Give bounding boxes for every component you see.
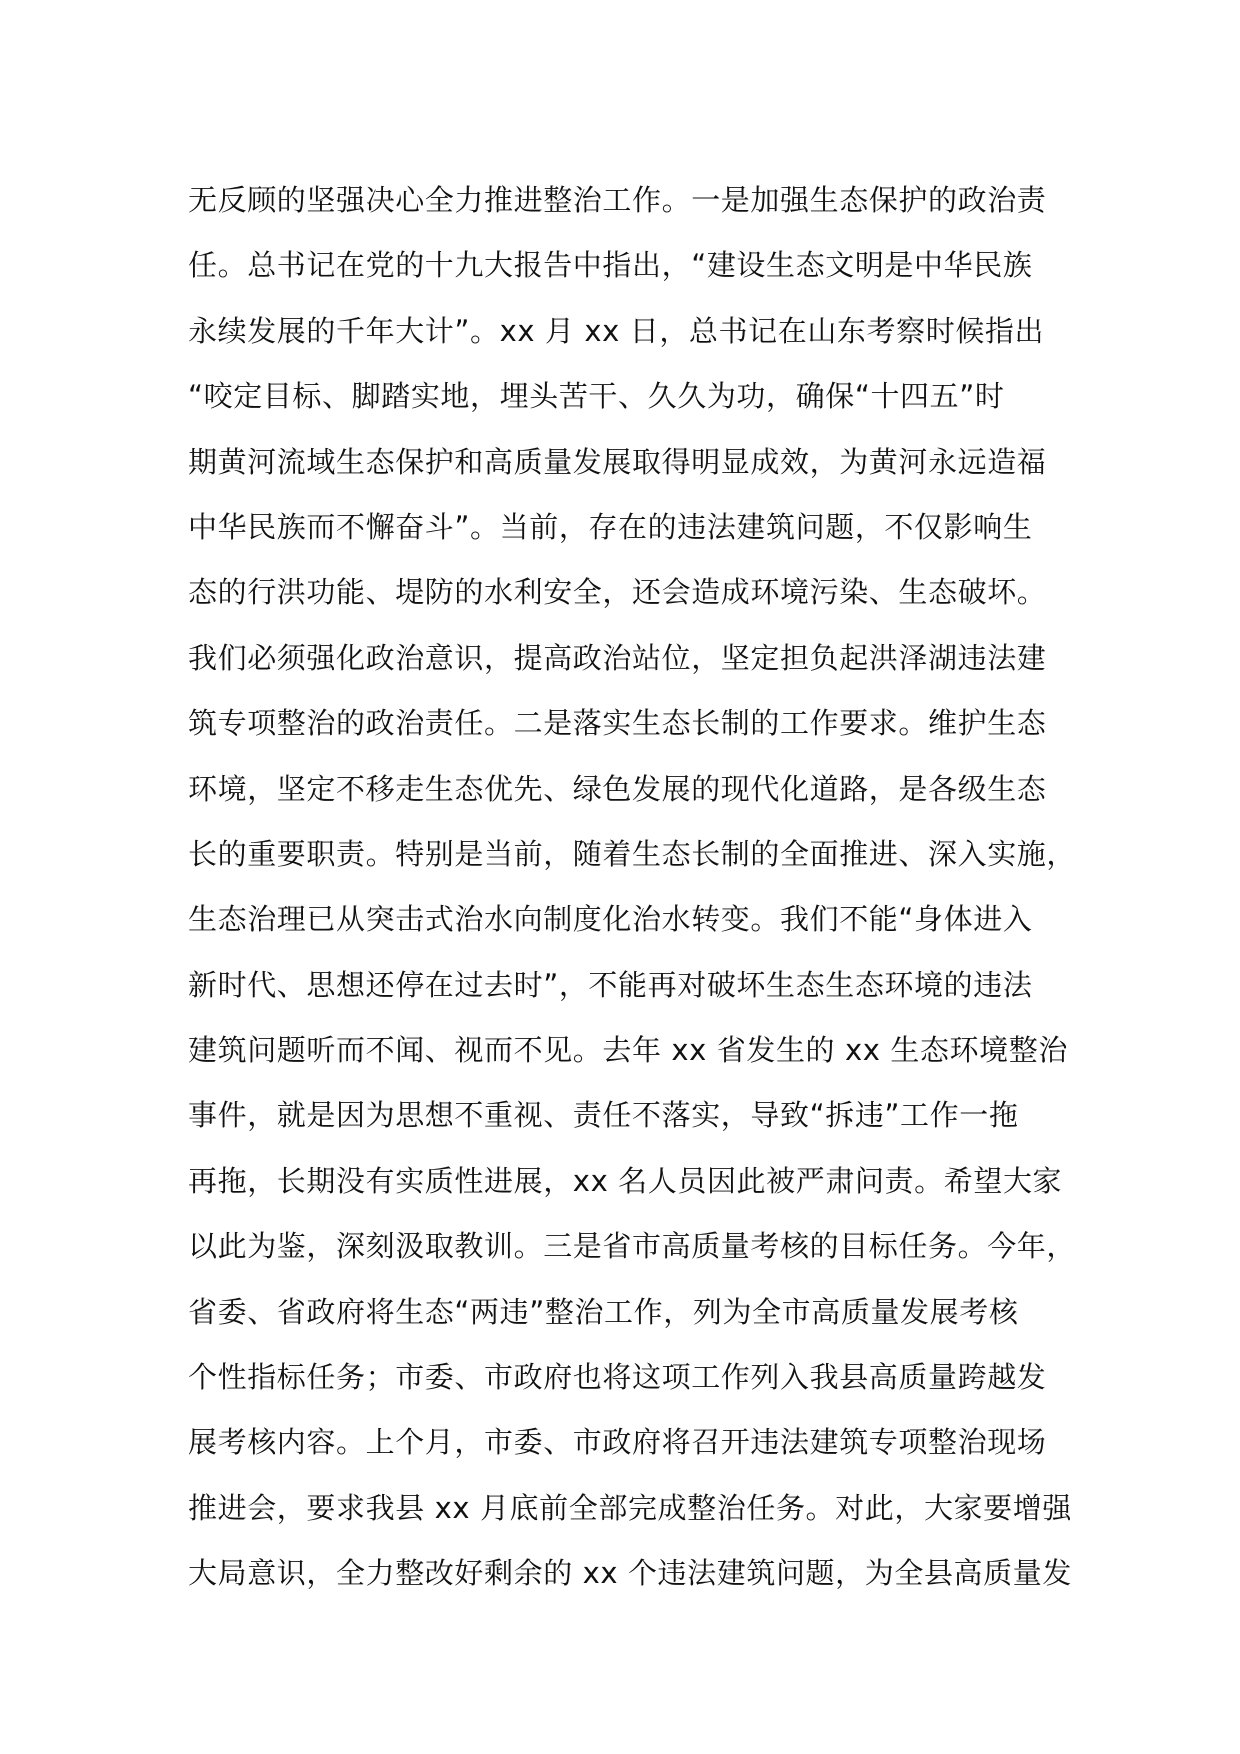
text-line: 任。总书记在党的十九大报告中指出，“建设生态文明是中华民族 (188, 248, 1033, 283)
text-line: 我们必须强化政治意识，提高政治站位，坚定担负起洪泽湖违法建 (188, 640, 1047, 675)
text-line: 态的行洪功能、堤防的水利安全，还会造成环境污染、生态破坏。 (188, 575, 1047, 610)
text-line: 中华民族而不懈奋斗”。当前，存在的违法建筑问题，不仅影响生 (188, 509, 1033, 544)
text-line: 以此为鉴，深刻汲取教训。三是省市高质量考核的目标任务。今年， (188, 1229, 1077, 1264)
text-line: 再拖，长期没有实质性进展，xx 名人员因此被严肃问责。希望大家 (188, 1163, 1063, 1198)
text-line: 生态治理已从突击式治水向制度化治水转变。我们不能“身体进入 (188, 902, 1033, 937)
text-line: 省委、省政府将生态“两违”整治工作，列为全市高质量发展考核 (188, 1294, 1019, 1329)
text-line: 筑专项整治的政治责任。二是落实生态长制的工作要求。维护生态 (188, 706, 1047, 741)
text-line: 永续发展的千年大计”。xx 月 xx 日，总书记在山东考察时候指出 (188, 313, 1045, 348)
text-line: 个性指标任务；市委、市政府也将这项工作列入我县高质量跨越发 (188, 1360, 1047, 1395)
text-line: 大局意识，全力整改好剩余的 xx 个违法建筑问题，为全县高质量发 (188, 1556, 1072, 1591)
text-line: 环境，坚定不移走生态优先、绿色发展的现代化道路，是各级生态 (188, 771, 1047, 806)
body-paragraph (188, 168, 1088, 1607)
text-line: 新时代、思想还停在过去时”，不能再对破坏生态生态环境的违法 (188, 967, 1033, 1002)
text-line: 推进会，要求我县 xx 月底前全部完成整治任务。对此，大家要增强 (188, 1490, 1072, 1525)
text-line: 期黄河流域生态保护和高质量发展取得明显成效，为黄河永远造福 (188, 444, 1047, 479)
text-line: 建筑问题听而不闻、视而不见。去年 xx 省发生的 xx 生态环境整治 (188, 1033, 1068, 1068)
text-line: 事件，就是因为思想不重视、责任不落实，导致“拆违”工作一拖 (188, 1098, 1019, 1133)
text-line: 长的重要职责。特别是当前，随着生态长制的全面推进、深入实施， (188, 836, 1077, 871)
text-line: “咬定目标、脚踏实地，埋头苦干、久久为功，确保“十四五”时 (188, 379, 1005, 414)
text-line: 无反顾的坚强决心全力推进整治工作。一是加强生态保护的政治责 (188, 183, 1047, 217)
text-line: 展考核内容。上个月，市委、市政府将召开违法建筑专项整治现场 (188, 1425, 1047, 1460)
